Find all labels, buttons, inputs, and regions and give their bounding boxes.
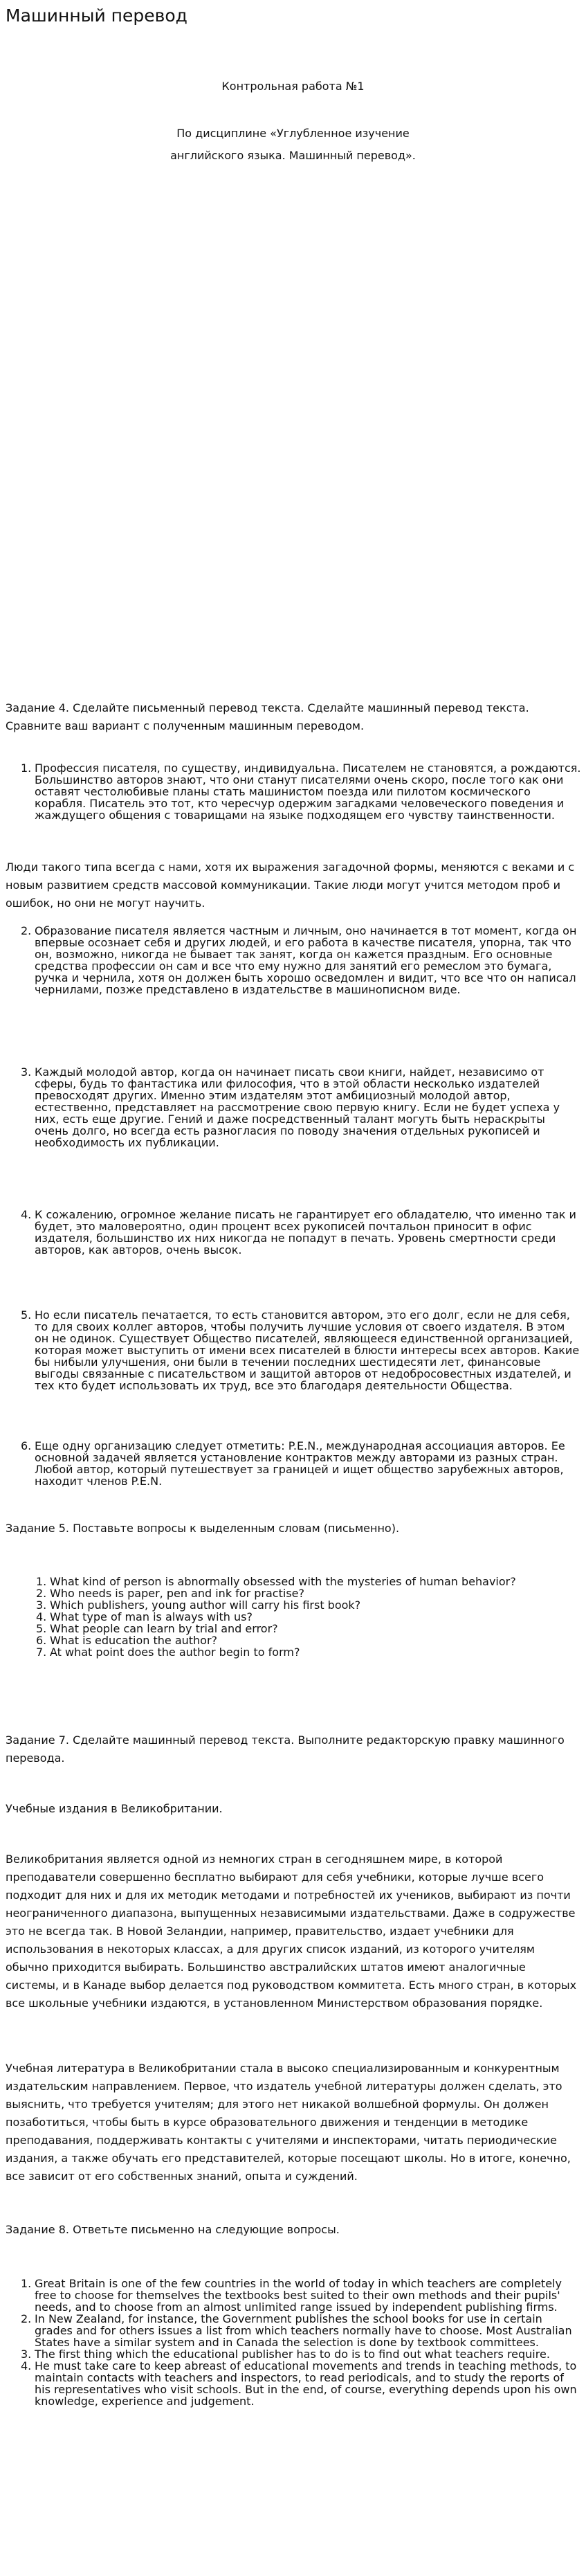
task4-list-1	[6, 762, 581, 821]
task4-middle-paragraph: Люди такого типа всегда с нами, хотя их выражения загадочной формы, меняются с веками и с новым развитием средств массовой коммуникации. Такие люди могут учится методом проб и ошибок, но они не могут научить.	[6, 861, 575, 910]
task7-text-title: Учебные издания в Великобритании.	[6, 1802, 223, 1815]
task7-paragraph-2: Учебная литература в Великобритании стала в высоко специализированным и конкурентным издательским направлением. Первое, что издатель учебной литературы должен сделать, это выяснить, что требуется учителям; для этого нет никакой волшебной формулы. Он должен позаботиться, чтобы быть в курсе образовательного движения и тенденции в методике преподавания, поддерживать контакты с учителями и инспекторами, читать периодические издания, а также обучать его представителей, которые посещают школы. Но в итоге, конечно, все зависит от его собственных знаний, опыта и суждений.	[6, 2062, 571, 2183]
list-item: 6. What is education the author?	[36, 1634, 218, 1647]
list-item: 5. Но если писатель печатается, то есть становится автором, это его долг, если не для себя, то для своих коллег авторов, чтобы получить лучшие условия от своего издателя. В этом он не одинок. Существует Общество писателей, являющееся единственной организацией, которая может выступить от имени всех писателей в блюсти интересы всех авторов. Какие бы нибыли улучшения, они были в течении последних шестидесяти лет, финансовые выгоды связанные с писательством и защитой авторов от недобросовестных издателей, и тех кто будет использовать их труд, все это благодаря деятельности Общества.	[21, 1308, 580, 1392]
list-item: 4. К сожалению, огромное желание писать не гарантирует его обладателю, что именно так и будет, это маловероятно, один процент всех рукописей почтальон приносит в офис издателя, большинство их них никогда не попадут в печать. Уровень смертности среди авторов, как авторов, очень высок.	[21, 1208, 576, 1257]
list-item: 2. Образование писателя является частным и личным, оно начинается в тот момент, когда он впервые осознает себя и других людей, и его работа в качестве писателя, упорна, так что он, возможно, никогда не бывает так занят, когда он кажется праздным. Его основные средства профессии он сам и все что ему нужно для занятий его ремеслом это бумага, ручка и чернила, хотя он должен быть хорошо осведомлен и видит, что все что он написал чернилами, позже представлено в издательстве в машинописном виде.	[21, 924, 577, 996]
list-item: 3. Which publishers, young author will carry his first book?	[36, 1598, 361, 1612]
task4-list-5	[6, 1309, 581, 1391]
list-item: 1. Профессия писателя, по существу, индивидуальна. Писателем не становятся, а рождаются. Большинство авторов знают, что они станут писателями очень скоро, после того как они оставят честолюбивые планы стать машинистом поезда или пилотом космического корабля. Писатель это тот, кто чересчур одержим загадками человеческого поведения и жаждущего общения с товарищами на языке подходящем его чувству таинственности.	[21, 762, 581, 822]
task4-list-4	[6, 1209, 581, 1256]
task8-list	[6, 2278, 581, 2407]
task4-list-6	[6, 1440, 581, 1487]
task4-list-3	[6, 1066, 581, 1149]
task5-heading: Задание 5. Поставьте вопросы к выделенным словам (письменно).	[6, 1522, 400, 1535]
task4-heading: Задание 4. Сделайте письменный перевод текста. Сделайте машинный перевод текста. Сравните ваш вариант с полученным машинным переводом.	[6, 701, 529, 732]
task7-heading: Задание 7. Сделайте машинный перевод текста. Выполните редакторскую правку машинного перевода.	[6, 1733, 565, 1765]
task5-questions-list	[21, 1576, 574, 1658]
work-title: Контрольная работа №1	[221, 80, 365, 93]
page-title: Машинный перевод	[6, 6, 187, 26]
list-item: 2. Who needs is paper, pen and ink for practise?	[36, 1587, 304, 1600]
task8-heading: Задание 8. Ответьте письменно на следующие вопросы.	[6, 2223, 340, 2236]
task7-paragraph-1: Великобритания является одной из немногих стран в сегодняшнем мире, в которой преподаватели совершенно бесплатно выбирают для себя учебники, которые лучше всего подходит для них и для их методик методами и потребностей их учеников, выбирают из почти неограниченного диапазона, выпущенных независимыми издательствами. Даже в содружестве это не всегда так. В Новой Зеландии, например, правительство, издает учебники для использования в некоторых классах, а для других список изданий, из которого учителям обычно приходится выбирать. Большинство австралийских штатов имеют аналогичные системы, и в Канаде выбор делается под руководством коммитета. Есть много стран, в которых все школьные учебники издаются, в установленном Министерством образования порядке.	[6, 1853, 577, 2010]
list-item: 7. At what point does the author begin to form?	[36, 1646, 300, 1659]
list-item: 1. Great Britain is one of the few countries in the world of today in which teachers are completely free to choose for themselves the textbooks best suited to their own methods and their pupils' needs, and to choose from an almost unlimited range issued by independent publishing firms.	[21, 2277, 562, 2314]
list-item: 5. What people can learn by trial and error?	[36, 1622, 278, 1635]
discipline-line-2: английского языка. Машинный перевод».	[170, 149, 416, 162]
list-item: 4. What type of man is always with us?	[36, 1610, 253, 1623]
list-item: 6. Еще одну организацию следует отметить: P.E.N., международная ассоциация авторов. Ее основной задачей является установление контрактов между авторами из разных стран. Любой автор, который путешествует за границей и ищет общество зарубежных авторов, находит членов P.E.N.	[21, 1439, 565, 1488]
discipline-line-1: По дисциплине «Углубленное изучение	[176, 127, 410, 140]
list-item: 3. The first thing which the educational publisher has to do is to find out what teachers require.	[21, 2348, 550, 2361]
task4-list-2	[6, 925, 581, 996]
list-item: 2. In New Zealand, for instance, the Government publishes the school books for use in certain grades and for others issues a list from which teachers normally have to choose. Most Australian States have a similar system and in Canada the selection is done by textbook committees.	[21, 2312, 572, 2349]
list-item: 1. What kind of person is abnormally obsessed with the mysteries of human behavior?	[36, 1575, 516, 1588]
list-item: 3. Каждый молодой автор, когда он начинает писать свои книги, найдет, независимо от сферы, будь то фантастика или философия, что в этой области несколько издателей превосходят других. Именно этим издателям этот амбициозный молодой автор, естественно, представляет на рассмотрение свою первую книгу. Если не будет успеха у них, есть еще другие. Гений и даже посредственный талант могуть быть нераскрыты очень долго, но всегда есть разногласия по поводу значения отдельных рукописей и необходимость их публикации.	[21, 1065, 560, 1149]
list-item: 4. He must take care to keep abreast of educational movements and trends in teaching methods, to maintain contacts with teachers and inspectors, to read periodicals, and to study the reports of his representatives who visit schools. But in the end, of course, everything depends upon his own knowledge, experience and judgement.	[21, 2359, 577, 2408]
